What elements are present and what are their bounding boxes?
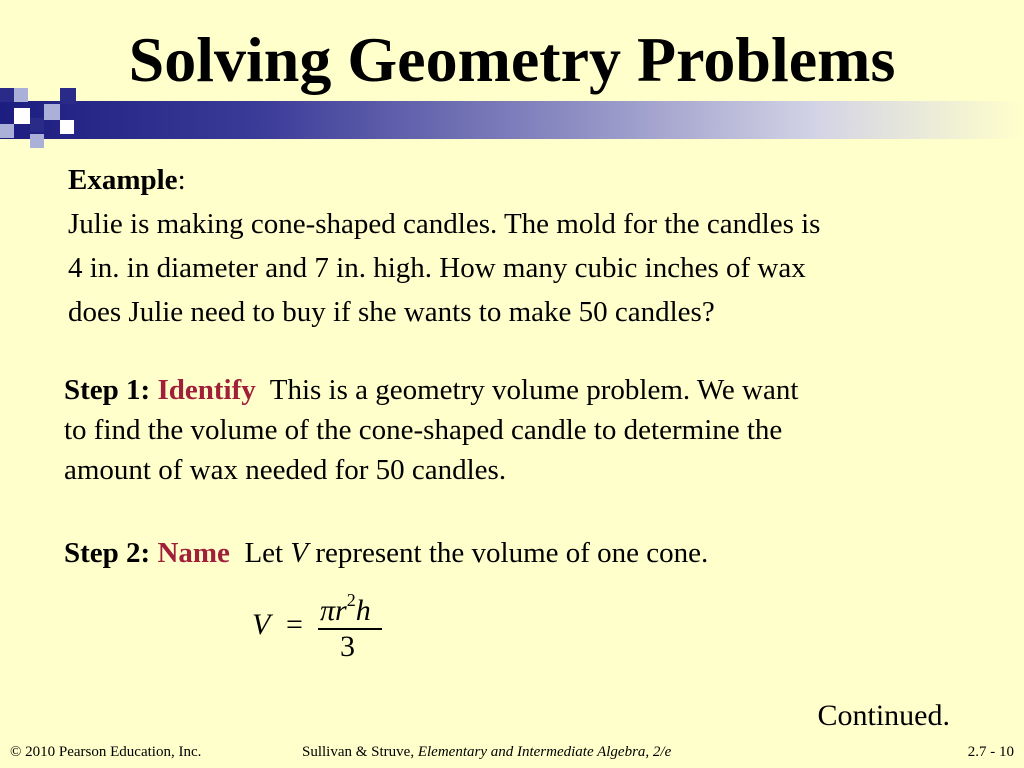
deco-square <box>14 88 28 102</box>
step1-keyword: Identify <box>157 374 256 406</box>
deco-square <box>30 134 44 148</box>
step2-block <box>64 531 984 575</box>
step1-block <box>64 370 984 490</box>
deco-square <box>0 124 14 138</box>
footer-authors: Sullivan & Struve, <box>302 744 415 760</box>
formula-exponent: 2 <box>346 590 356 610</box>
formula-equals: = <box>286 608 303 641</box>
deco-square <box>14 108 30 124</box>
formula-lhs: V <box>252 608 271 641</box>
title-gradient-bar <box>0 101 1024 139</box>
step1-line: to find the volume of the cone-shaped candle to determine the <box>64 414 783 446</box>
step2-text-before: Let <box>244 537 284 569</box>
footer-copyright: © 2010 Pearson Education, Inc. <box>10 744 202 760</box>
example-heading: Example <box>68 164 178 196</box>
step2-text-after: represent the volume of one cone. <box>315 537 709 569</box>
footer-book-title: Elementary and Intermediate Algebra, 2/e <box>417 744 672 760</box>
example-heading-line <box>68 158 988 202</box>
step2-label: Step 2: <box>64 537 151 569</box>
example-block <box>68 158 988 334</box>
continued-label: Continued. <box>817 699 950 732</box>
deco-square <box>60 120 74 134</box>
formula-numerator-tail: h <box>355 594 371 627</box>
step2-line <box>64 531 984 575</box>
step1-text: This is a geometry volume problem. We want <box>269 374 799 406</box>
step1-label: Step 1: <box>64 374 151 406</box>
example-line: does Julie need to buy if she wants to make 50 candles? <box>68 296 715 328</box>
step1-line <box>64 370 984 410</box>
example-line: Julie is making cone-shaped candles. The mold for the candles is <box>68 208 821 240</box>
slide-title: Solving Geometry Problems <box>128 24 896 95</box>
cone-volume-formula <box>252 592 392 668</box>
step2-keyword: Name <box>157 537 230 569</box>
formula-numerator <box>320 590 371 628</box>
formula-denominator: 3 <box>340 630 355 663</box>
deco-square <box>0 88 14 102</box>
example-line: 4 in. in diameter and 7 in. high. How many cubic inches of wax <box>68 252 806 284</box>
step2-variable: V <box>290 537 309 569</box>
deco-square <box>30 118 44 132</box>
footer-page-number: 2.7 - 10 <box>967 744 1014 760</box>
deco-square <box>60 88 76 104</box>
step1-line: amount of wax needed for 50 candles. <box>64 454 507 486</box>
footer-citation <box>302 742 671 762</box>
example-colon: : <box>177 164 186 196</box>
deco-square <box>44 104 60 120</box>
formula-numerator-head: πr <box>320 594 347 627</box>
